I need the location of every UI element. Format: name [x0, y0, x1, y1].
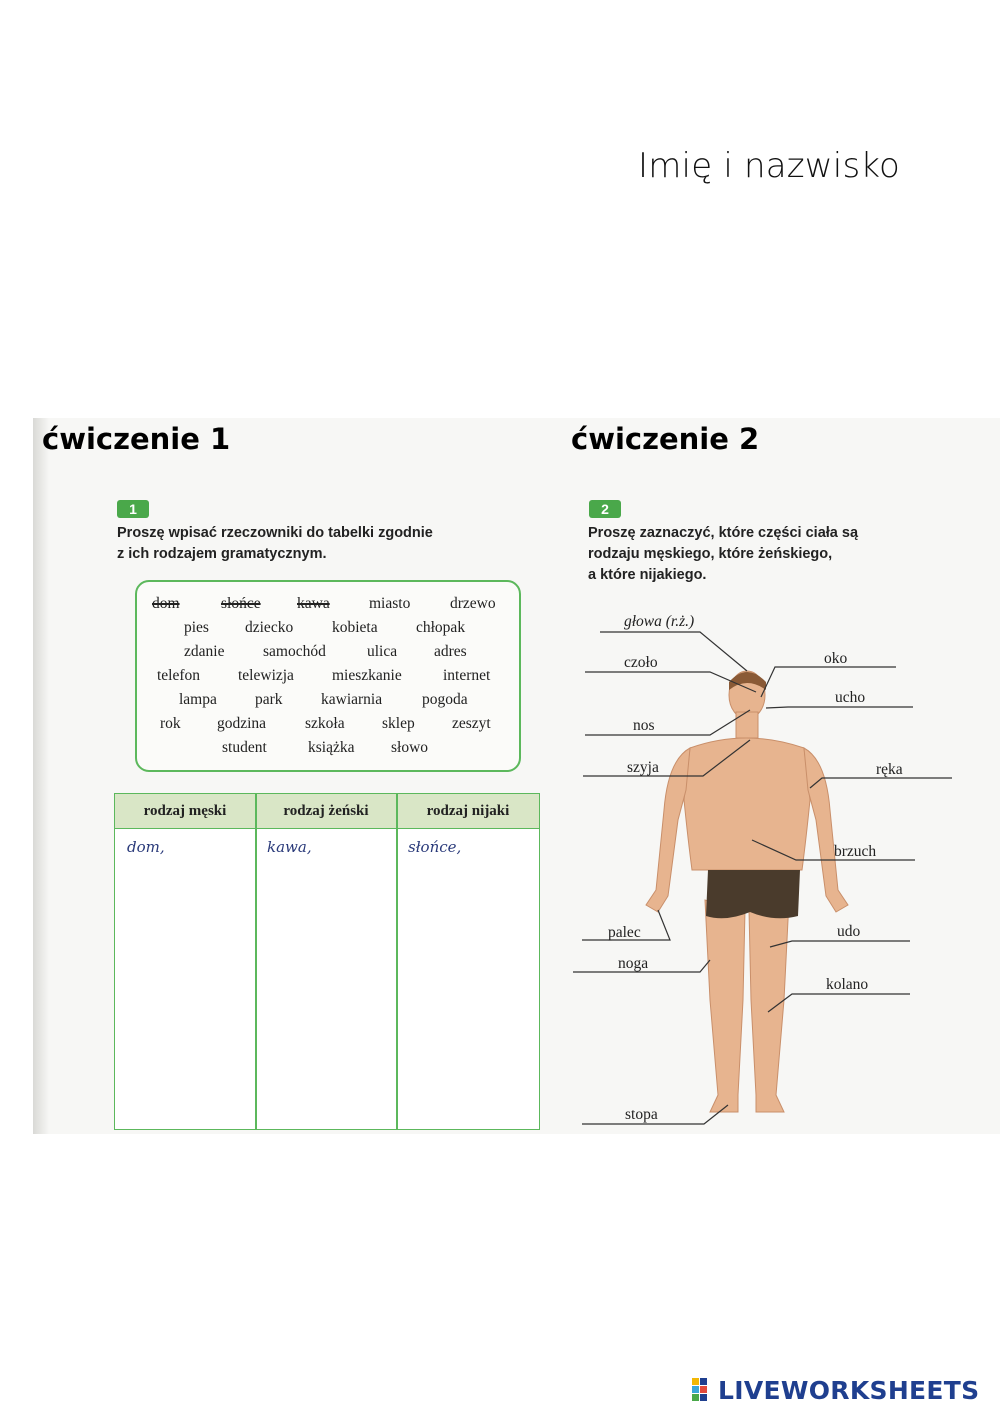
- word-item: dom: [152, 595, 180, 612]
- word-item: drzewo: [450, 595, 496, 612]
- word-item: słońce: [221, 595, 261, 612]
- liveworksheets-logo[interactable]: LIVEWORKSHEETS: [718, 1376, 980, 1405]
- word-item: ulica: [367, 643, 398, 660]
- word-item: pogoda: [422, 691, 468, 708]
- exercise-1-instruction: [117, 523, 497, 565]
- label-kolano: kolano: [826, 976, 869, 993]
- instruction-line: Proszę zaznaczyć, które części ciała są: [588, 525, 859, 541]
- word-item: mieszkanie: [332, 667, 402, 684]
- label-ucho: ucho: [835, 689, 866, 706]
- human-body-figure: [560, 600, 980, 1130]
- label-brzuch: brzuch: [834, 843, 877, 860]
- label-glowa: głowa (r.ż.): [624, 613, 695, 630]
- label-reka: ręka: [876, 761, 903, 778]
- word-item: szkoła: [305, 715, 345, 732]
- label-szyja: szyja: [627, 759, 659, 776]
- label-czolo: czoło: [624, 654, 658, 671]
- label-noga: noga: [618, 955, 649, 972]
- scan-edge-shadow: [33, 418, 49, 1134]
- word-item: samochód: [263, 643, 326, 660]
- word-item: internet: [443, 667, 491, 684]
- example-masculine: dom,: [127, 838, 165, 856]
- label-nos: nos: [633, 717, 655, 734]
- word-item: zeszyt: [452, 715, 491, 732]
- word-item: adres: [434, 643, 467, 660]
- name-field-label: Imię i nazwisko: [638, 146, 901, 186]
- word-item: park: [255, 691, 283, 708]
- word-item: kawiarnia: [321, 691, 383, 708]
- instruction-line: z ich rodzajem gramatycznym.: [117, 546, 327, 562]
- word-item: kobieta: [332, 619, 378, 636]
- word-item: pies: [184, 619, 209, 636]
- label-stopa: stopa: [625, 1106, 658, 1123]
- exercise-2-instruction: [588, 523, 888, 586]
- word-item: godzina: [217, 715, 267, 732]
- exercise-1-badge: 1: [117, 500, 149, 518]
- table-header-neuter: rodzaj nijaki: [397, 794, 539, 829]
- example-neuter: słońce,: [408, 838, 462, 856]
- word-item: miasto: [369, 595, 411, 612]
- word-item: zdanie: [184, 643, 225, 660]
- word-item: chłopak: [416, 619, 466, 636]
- table-header-masculine: rodzaj męski: [115, 794, 255, 829]
- word-item: sklep: [382, 715, 415, 732]
- word-item: książka: [308, 739, 355, 756]
- word-item: telefon: [157, 667, 201, 684]
- word-item: dziecko: [245, 619, 294, 636]
- exercise-2-badge: 2: [589, 500, 621, 518]
- exercise-2-title: ćwiczenie 2: [571, 422, 760, 456]
- exercise-1-title: ćwiczenie 1: [42, 422, 231, 456]
- shorts: [706, 870, 800, 918]
- example-feminine: kawa,: [267, 838, 312, 856]
- label-udo: udo: [837, 923, 861, 940]
- instruction-line: a które nijakiego.: [588, 567, 707, 583]
- word-item: telewizja: [238, 667, 294, 684]
- word-item: student: [222, 739, 267, 756]
- word-bank: [135, 580, 521, 772]
- table-header-feminine: rodzaj żeński: [256, 794, 396, 829]
- word-item: rok: [160, 715, 181, 732]
- instruction-line: Proszę wpisać rzeczowniki do tabelki zgodnie: [117, 525, 433, 541]
- instruction-line: rodzaju męskiego, które żeńskiego,: [588, 546, 833, 562]
- gender-table: [114, 793, 540, 1130]
- word-item: lampa: [179, 691, 217, 708]
- liveworksheets-logo-icon: [692, 1378, 716, 1402]
- column-divider: [396, 794, 398, 1129]
- label-oko: oko: [824, 650, 848, 667]
- word-item: słowo: [391, 739, 429, 756]
- word-item: kawa: [297, 595, 330, 612]
- column-divider: [255, 794, 257, 1129]
- label-palec: palec: [608, 924, 641, 941]
